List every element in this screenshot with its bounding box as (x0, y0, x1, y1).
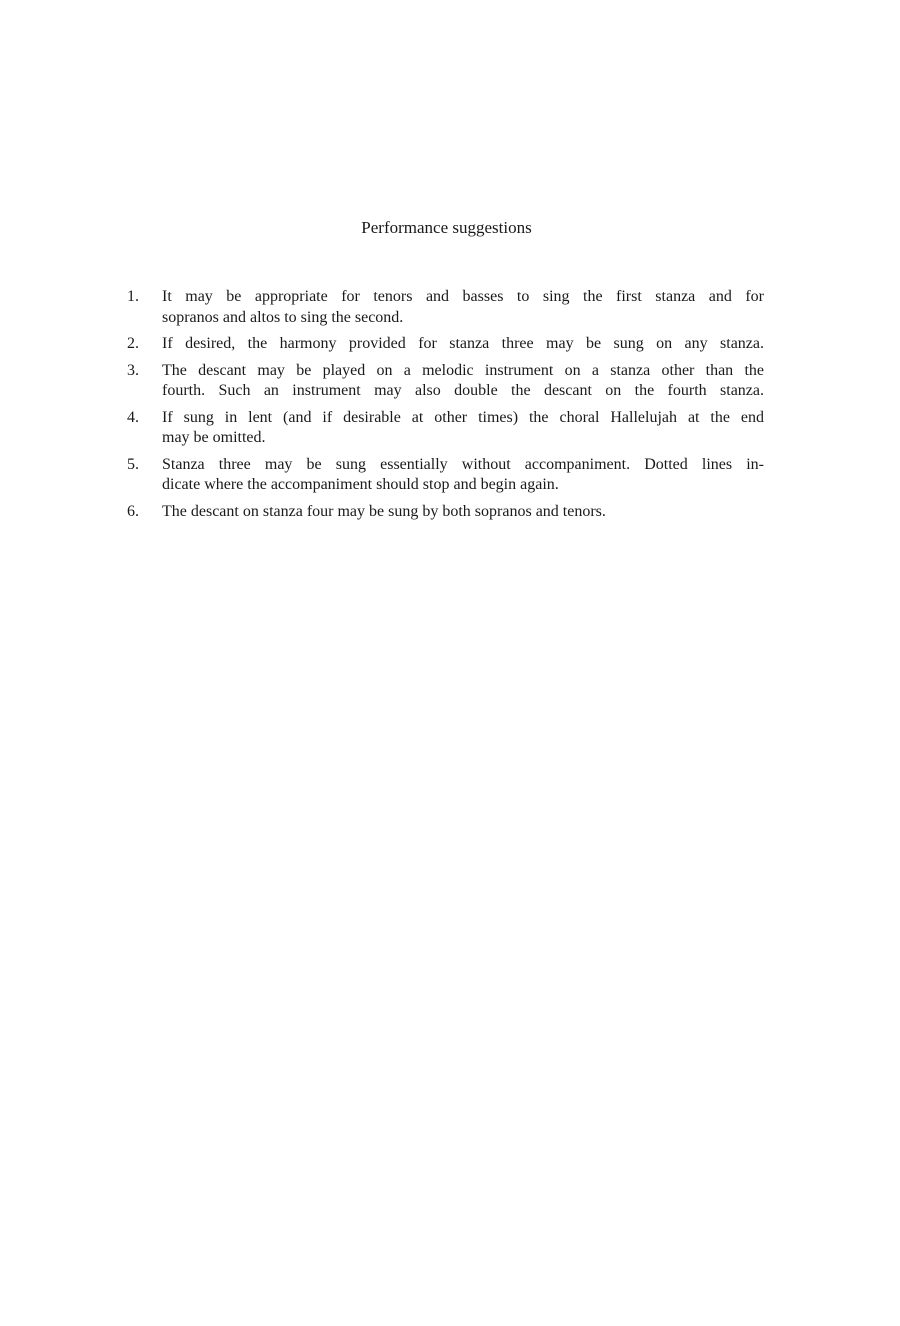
item-text-line: fourth. Such an instrument may also double the descant on the fourth stanza. (162, 382, 764, 399)
item-text-line: If desired, the harmony provided for stanza three may be sung on any stanza. (162, 335, 764, 352)
item-number: 4. (127, 408, 139, 426)
item-number: 1. (127, 288, 139, 305)
item-number: 3. (127, 361, 139, 379)
suggestion-item-2 (127, 334, 764, 355)
item-text-line: The descant on stanza four may be sung by both sopranos and tenors. (162, 502, 606, 520)
item-text-line: It may be appropriate for tenors and basses to sing the first stanza and for (162, 288, 764, 305)
item-text-line: may be omitted. (162, 429, 266, 446)
suggestion-list (127, 287, 764, 528)
item-text-line: dicate where the accompaniment should stop and begin again. (162, 476, 559, 493)
item-text-line: The descant may be played on a melodic instrument on a stanza other than the (162, 361, 764, 379)
item-text-line: sopranos and altos to sing the second. (162, 308, 404, 326)
item-text (162, 287, 764, 328)
suggestion-item-5 (127, 455, 764, 496)
suggestion-item-3 (127, 361, 764, 402)
item-text-line: Stanza three may be sung essentially without accompaniment. Dotted lines in- (162, 455, 764, 473)
item-text (162, 455, 764, 496)
item-number: 5. (127, 455, 139, 473)
suggestion-item-4 (127, 408, 764, 449)
item-number: 2. (127, 335, 139, 352)
item-number: 6. (127, 502, 139, 520)
suggestion-item-1 (127, 287, 764, 328)
item-text (162, 408, 764, 449)
item-text (162, 361, 764, 402)
item-text-line: If sung in lent (and if desirable at other times) the choral Hallelujah at the end (162, 408, 764, 426)
page-title: Performance suggestions (361, 218, 532, 237)
item-text (162, 334, 764, 355)
suggestion-item-6 (127, 502, 764, 523)
item-text (162, 502, 764, 523)
